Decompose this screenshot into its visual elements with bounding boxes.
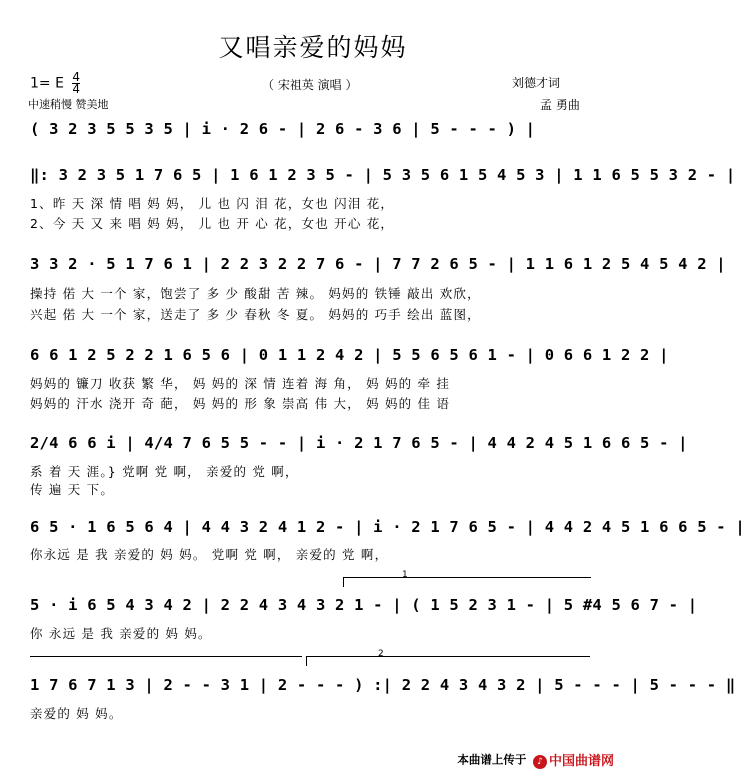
key-signature	[30, 72, 80, 95]
score-row-3-lyrics-verse-1: 操持 偌 大 一个 家，饱尝了 多 少 酸甜 苦 辣。 妈妈的 铁锤 敲出 欢欣，	[30, 286, 481, 301]
score-row-2-music: ‖: 3 2 3 5 1 7 6 5 | 1 6 1 2 3 5 - | 5 3 5 6 1 5 4 5 3 | 1 1 6 5 5 3 2 - |	[30, 166, 736, 184]
key-label: 1= E	[30, 75, 64, 92]
time-signature-denominator: 4	[72, 82, 81, 96]
time-signature-numerator: 4	[72, 70, 81, 84]
score-row-2-lyrics-verse-1: 1、昨 天 深 情 唱 妈 妈， 儿 也 闪 泪 花，女也 闪泪 花，	[30, 196, 395, 211]
site-logo-text: 中国曲谱网	[548, 754, 614, 769]
score-row-1-music: ( 3 2 3 5 5 3 5 | i · 2 6 - | 2 6 - 3 6 | 5 - - - ) |	[30, 120, 536, 138]
score-row-7-music: 5 · i 6 5 4 3 4 2 | 2 2 4 3 4 3 2 1 - | ( 1 5 2 3 1 - | 5 #4 5 6 7 - |	[30, 596, 698, 614]
first-ending-number: 1	[402, 570, 408, 580]
first-ending-bracket	[343, 577, 591, 578]
score-row-5-lyrics-verse-2: 传 遍 天 下。	[30, 482, 115, 497]
singer-credit: （ 宋祖英 演唱 ）	[262, 78, 358, 92]
score-row-6-music: 6 5 · 1 6 5 6 4 | 4 4 3 2 4 1 2 - | i · 2 1 7 6 5 - | 4 4 2 4 5 1 6 6 5 - |	[30, 518, 745, 536]
score-row-4-lyrics-verse-1: 妈妈的 镰刀 收获 繁 华， 妈 妈的 深 情 连着 海 角， 妈 妈的 牵 挂	[30, 376, 451, 391]
second-ending-bracket-tick	[306, 656, 307, 666]
footer-credit	[457, 750, 614, 769]
score-row-3-music: 3 3 2 · 5 1 7 6 1 | 2 2 3 2 2 7 6 - | 7 7 2 6 5 - | 1 1 6 1 2 5 4 5 4 2 |	[30, 255, 726, 273]
score-row-2-lyrics-verse-2: 2、今 天 又 来 唱 妈 妈， 儿 也 开 心 花，女也 开心 花，	[30, 216, 395, 231]
score-row-7-lyrics: 你 永远 是 我 亲爱的 妈 妈。	[30, 626, 212, 641]
score-row-8-lyrics: 亲爱的 妈 妈。	[30, 706, 123, 721]
score-row-6-lyrics: 你永远 是 我 亲爱的 妈 妈。 党啊 党 啊， 亲爱的 党 啊，	[30, 547, 389, 562]
time-signature	[72, 72, 80, 95]
lyricist-credit: 刘德才词	[512, 76, 561, 90]
first-ending-bracket-tick	[343, 577, 344, 587]
second-ending-number: 2	[378, 649, 384, 659]
uploaded-to-label: 本曲谱上传于	[457, 752, 527, 767]
first-ending-bracket-continued	[30, 656, 302, 657]
score-row-8-music: 1 7 6 7 1 3 | 2 - - 3 1 | 2 - - - ) :| 2 2 4 3 4 3 2 | 5 - - - | 5 - - - ‖	[30, 676, 736, 694]
score-row-5-music: 2/4 6 6 i | 4/4 7 6 5 5 - - | i · 2 1 7 6 5 - | 4 4 2 4 5 1 6 6 5 - |	[30, 434, 688, 452]
score-row-4-music: 6 6 1 2 5 2 2 1 6 5 6 | 0 1 1 2 4 2 | 5 5 6 5 6 1 - | 0 6 6 1 2 2 |	[30, 346, 669, 364]
music-note-icon: ♪	[533, 755, 547, 769]
song-title: 又唱亲爱的妈妈	[218, 33, 408, 62]
second-ending-bracket	[306, 656, 590, 657]
composer-credit: 孟 勇曲	[540, 98, 580, 112]
score-row-4-lyrics-verse-2: 妈妈的 汗水 浇开 奇 葩， 妈 妈的 形 象 崇高 伟 大， 妈 妈的 佳 语	[30, 396, 451, 411]
score-row-3-lyrics-verse-2: 兴起 偌 大 一个 家，送走了 多 少 春秋 冬 夏。 妈妈的 巧手 绘出 蓝图，	[30, 307, 481, 322]
site-logo[interactable]	[533, 750, 614, 769]
tempo-marking: 中速稍慢 赞美地	[28, 98, 109, 111]
score-row-5-lyrics-verse-1: 系 着 天 涯。} 党啊 党 啊， 亲爱的 党 啊，	[30, 464, 299, 479]
